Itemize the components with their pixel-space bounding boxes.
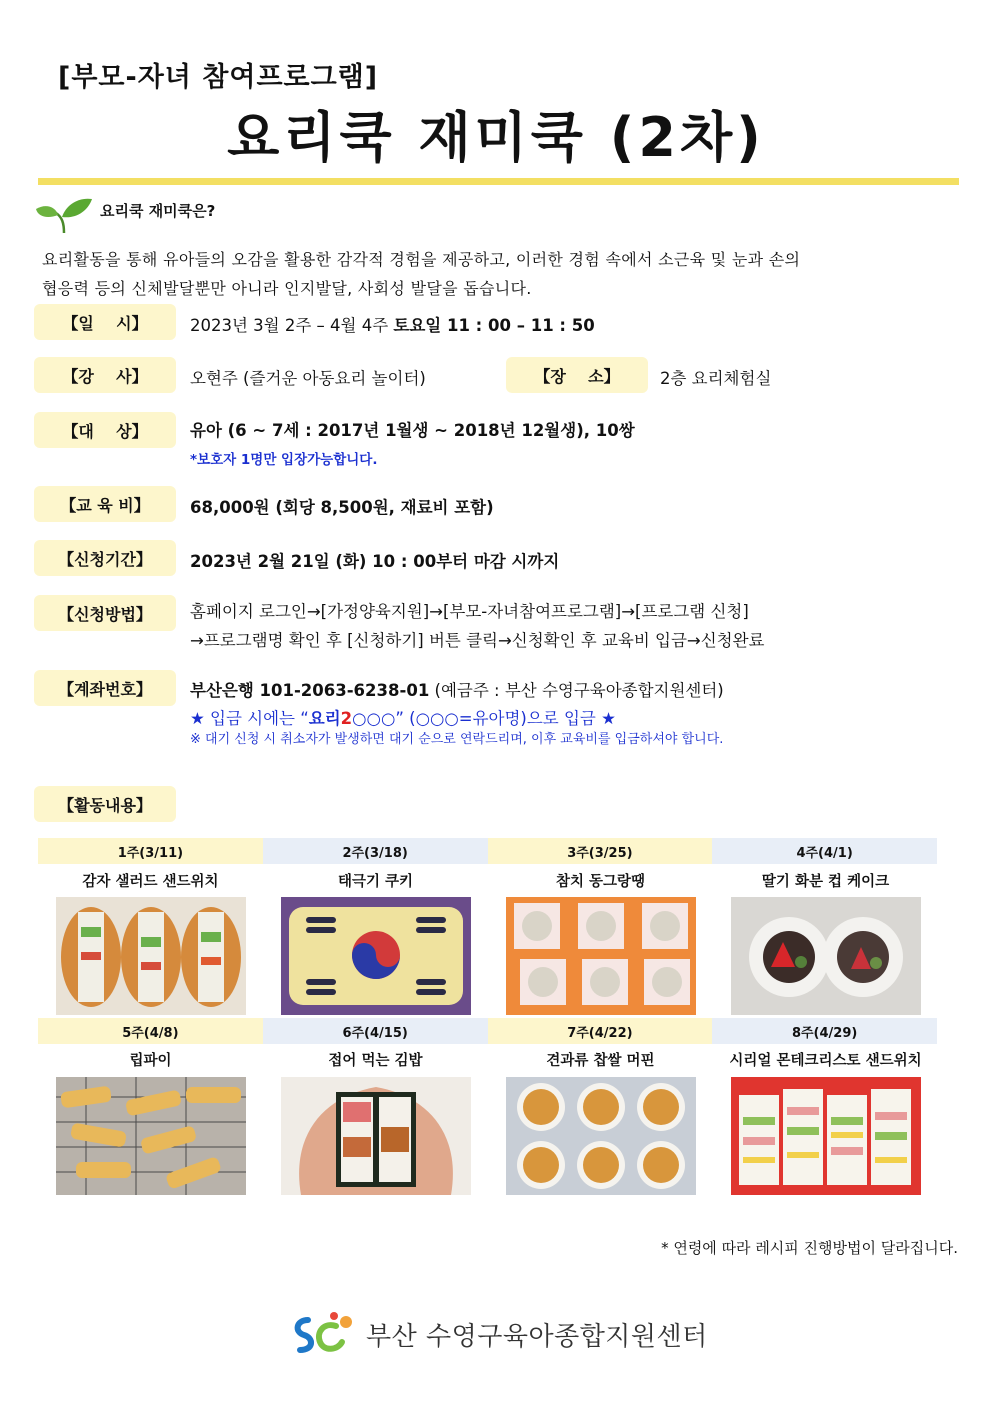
- target-value: 유아 (6 ~ 7세 : 2017년 1월생 ~ 2018년 12월생), 10쌍: [190, 421, 635, 440]
- taegeukgi-cookie-photo: [281, 897, 471, 1015]
- intro-line: 협응력 등의 신체발달뿐만 아니라 인지발달, 사회성 발달을 돕습니다.: [42, 279, 532, 298]
- instructor-label: 【강 사】: [34, 357, 176, 393]
- method-line: 홈페이지 로그인→[가정양육지원]→[부모-자녀참여프로그램]→[프로그램 신청]: [190, 602, 749, 621]
- week-label: 6주(4/15): [263, 1018, 488, 1044]
- page-title: 요리쿡 재미쿡 (2차): [227, 106, 765, 169]
- monte-cristo-photo: [731, 1077, 921, 1195]
- method-label: 【신청방법】: [34, 595, 176, 631]
- dish-name: 태극기 쿠키: [337, 874, 414, 890]
- week-label: 2주(3/18): [263, 838, 488, 864]
- rib-pie-photo: [56, 1077, 246, 1195]
- deposit-keyword: 요리: [308, 709, 341, 728]
- schedule-label: 【일 시】: [34, 304, 176, 340]
- deposit-round: 2: [340, 709, 353, 728]
- week-label: 1주(3/11): [38, 838, 263, 864]
- potato-sandwich-photo: [56, 897, 246, 1015]
- tuna-pancake-photo: [506, 897, 696, 1015]
- intro-paragraph: [42, 245, 942, 303]
- week-header-row: [38, 838, 937, 864]
- dish-name: 참치 동그랑땡: [555, 874, 646, 890]
- sprout-icon: [34, 195, 94, 235]
- dish-name: 접어 먹는 김밥: [328, 1053, 423, 1069]
- waitlist-note: ※ 대기 신청 시 취소자가 발생하면 대기 순으로 연락드리며, 이후 교육비를 입금하셔야 합니다.: [190, 732, 724, 747]
- deposit-text: ○○○” (○○○=유아명)으로 입금 ★: [352, 709, 616, 728]
- place-value: 2층 요리체험실: [660, 369, 772, 388]
- week-header-row: [38, 1018, 937, 1044]
- activities-label: 【활동내용】: [34, 786, 176, 822]
- period-label: 【신청기간】: [34, 540, 176, 576]
- about-heading: 요리쿡 재미쿡은?: [100, 202, 216, 220]
- dish-name: 립파이: [129, 1053, 172, 1069]
- muffin-photo: [506, 1077, 696, 1195]
- schedule-value: [190, 312, 595, 336]
- title-divider: [38, 178, 959, 185]
- intro-line: 요리활동을 통해 유아들의 오감을 활용한 감각적 경험을 제공하고, 이러한 경험 속에서 소근육 및 눈과 손의: [42, 250, 801, 269]
- place-label: 【장 소】: [506, 357, 648, 393]
- period-value: 2023년 2월 21일 (화) 10 : 00부터 마감 시까지: [190, 552, 560, 571]
- target-label: 【대 상】: [34, 412, 176, 448]
- bank-account: 부산은행 101-2063-6238-01: [190, 681, 430, 700]
- week-label: 5주(4/8): [38, 1018, 263, 1044]
- account-value: [190, 677, 724, 701]
- dish-name: 감자 샐러드 샌드위치: [82, 874, 219, 890]
- deposit-instruction: [190, 705, 616, 729]
- center-name: 부산 수영구육아종합지원센터: [366, 1321, 708, 1352]
- week-label: 8주(4/29): [712, 1018, 937, 1044]
- folded-kimbap-photo: [281, 1077, 471, 1195]
- recipe-footnote: * 연령에 따라 레시피 진행방법이 달라집니다.: [661, 1239, 958, 1257]
- dish-name: 딸기 화분 컵 케이크: [761, 874, 890, 890]
- schedule-dates: 2023년 3월 2주 – 4월 4주: [190, 316, 394, 335]
- week-label: 7주(4/22): [488, 1018, 713, 1044]
- dish-name: 시리얼 몬테크리스토 샌드위치: [729, 1053, 922, 1069]
- schedule-time: 토요일 11 : 00 – 11 : 50: [393, 316, 595, 335]
- guardian-note: *보호자 1명만 입장가능합니다.: [190, 452, 378, 468]
- method-line: →프로그램명 확인 후 [신청하기] 버튼 클릭→신청확인 후 교육비 입금→신청완료: [190, 631, 765, 650]
- fee-value: 68,000원 (회당 8,500원, 재료비 포함): [190, 498, 494, 517]
- program-category: [부모-자녀 참여프로그램]: [58, 62, 379, 93]
- strawberry-cupcake-photo: [731, 897, 921, 1015]
- center-logo: [290, 1310, 710, 1358]
- deposit-text: ★ 입금 시에는 “: [190, 709, 309, 728]
- account-label: 【계좌번호】: [34, 670, 176, 706]
- week-label: 3주(3/25): [488, 838, 713, 864]
- account-holder: (예금주 : 부산 수영구육아종합지원센터): [429, 681, 724, 700]
- center-logo-icon: [290, 1310, 360, 1358]
- week-label: 4주(4/1): [712, 838, 937, 864]
- fee-label: 【교 육 비】: [34, 486, 176, 522]
- instructor-value: 오현주 (즐거운 아동요리 놀이터): [190, 369, 426, 388]
- dish-name: 견과류 찹쌀 머핀: [546, 1053, 655, 1069]
